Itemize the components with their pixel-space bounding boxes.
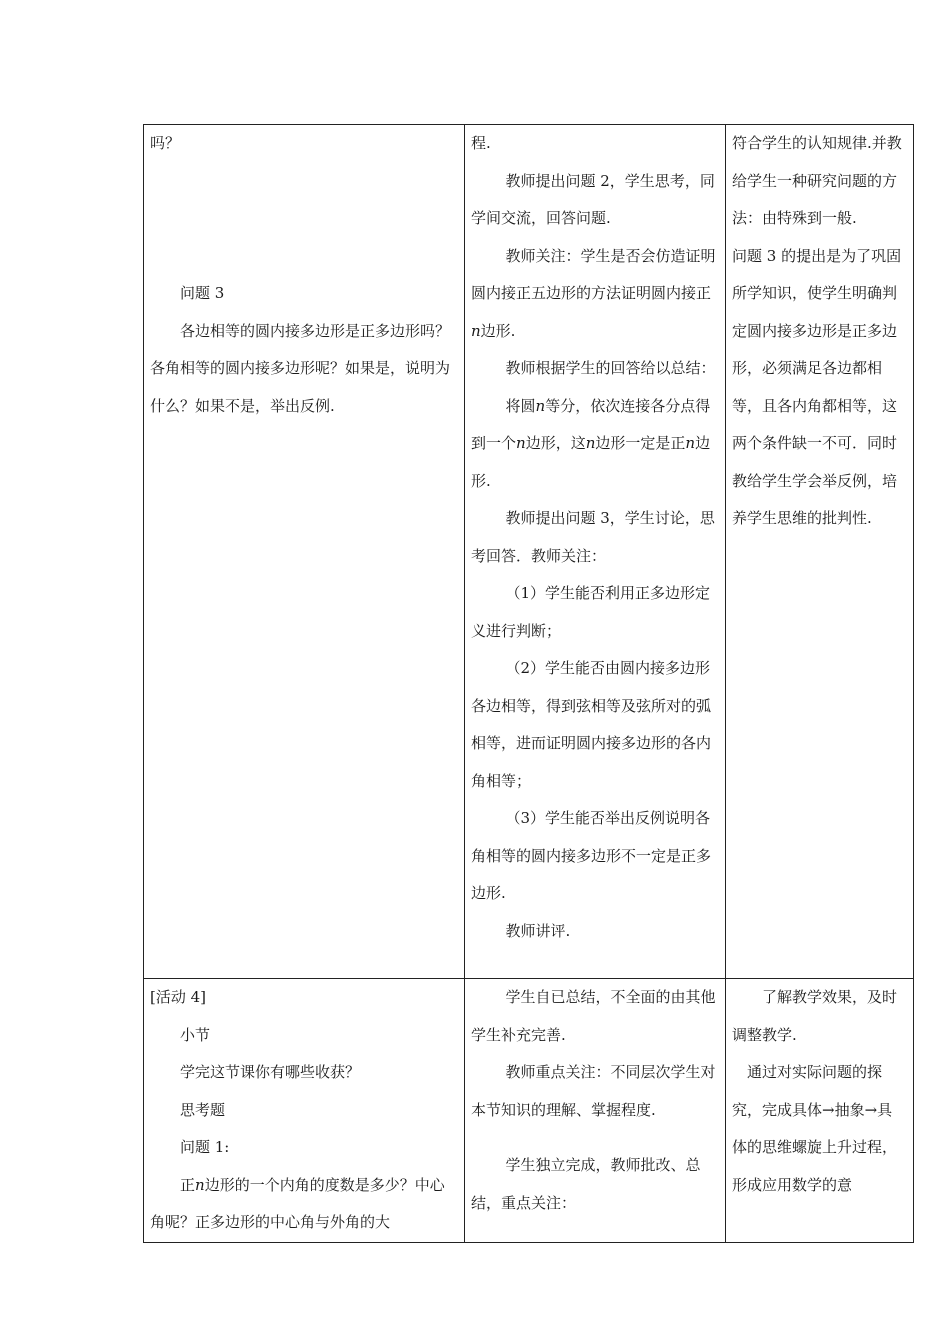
paragraph: 符合学生的认知规律.并教给学生一种研究问题的方法：由特殊到一般. bbox=[732, 134, 902, 227]
section-think: 思考题 bbox=[180, 1100, 226, 1119]
table-row bbox=[144, 979, 914, 1243]
paragraph: 问题 3 的提出是为了巩固所学知识，使学生明确判定圆内接多边形是正多边形，必须满足各边都相等，且各内角都相等，这两个条件缺一不可．同时教给学生学会举反例，培养学生思维的批判性. bbox=[732, 246, 902, 527]
paragraph: 教师关注：学生是否会仿造证明圆内接正五边形的方法证明圆内接正n边形. bbox=[471, 246, 716, 340]
paragraph: （3）学生能否举出反例说明各角相等的圆内接多边形不一定是正多边形. bbox=[471, 809, 712, 902]
paragraph: 教师重点关注：不同层次学生对本节知识的理解、掌握程度. bbox=[471, 1063, 716, 1119]
paragraph: 学完这节课你有哪些收获？ bbox=[180, 1063, 361, 1081]
continued-text: 程. bbox=[471, 134, 491, 152]
paragraph: 通过对实际问题的探究，完成具体→抽象→具体的思维螺旋上升过程，形成应用数学的意 bbox=[732, 1063, 898, 1194]
lesson-plan-table bbox=[143, 124, 914, 1243]
activity-cell bbox=[144, 979, 465, 1243]
question-1-title: 问题 1: bbox=[180, 1138, 230, 1156]
section-summary: 小节 bbox=[180, 1025, 211, 1044]
paragraph: （2）学生能否由圆内接多边形各边相等，得到弦相等及弦所对的弧相等，进而证明圆内接多边形的各内角相等； bbox=[471, 659, 712, 790]
paragraph: 学生自已总结，不全面的由其他学生补充完善. bbox=[471, 988, 716, 1044]
paragraph: 了解教学效果，及时调整教学. bbox=[732, 988, 898, 1044]
activity-cell bbox=[144, 125, 465, 979]
teacher-student-cell bbox=[465, 979, 726, 1243]
question-3-title: 问题 3 bbox=[180, 284, 225, 302]
paragraph: 教师提出问题 3，学生讨论，思考回答．教师关注： bbox=[471, 509, 715, 565]
continued-text: 吗？ bbox=[150, 134, 181, 152]
question-3-text: 各边相等的圆内接多边形是正多边形吗？各角相等的圆内接多边形呢？如果是，说明为什么？如果不是，举出反例. bbox=[150, 321, 451, 415]
paragraph: 将圆n等分，依次连接各分点得到一个n边形，这n边形一定是正n边形. bbox=[471, 396, 711, 490]
paragraph: 教师提出问题 2，学生思考，同学间交流，回答问题. bbox=[471, 171, 715, 227]
design-intent-cell bbox=[726, 979, 914, 1243]
paragraph: 学生独立完成，教师批改、总结，重点关注： bbox=[471, 1156, 701, 1212]
paragraph: 教师根据学生的回答给以总结： bbox=[505, 359, 716, 377]
design-intent-cell bbox=[726, 125, 914, 979]
question-1-text: 正n边形的一个内角的度数是多少？中心角呢？正多边形的中心角与外角的大 bbox=[150, 1175, 445, 1231]
paragraph: 教师讲评. bbox=[505, 921, 571, 940]
paragraph: （1）学生能否利用正多边形定义进行判断； bbox=[471, 584, 711, 640]
activity-label: [活动 4] bbox=[150, 988, 207, 1006]
teacher-student-cell bbox=[465, 125, 726, 979]
table-row bbox=[144, 125, 914, 979]
